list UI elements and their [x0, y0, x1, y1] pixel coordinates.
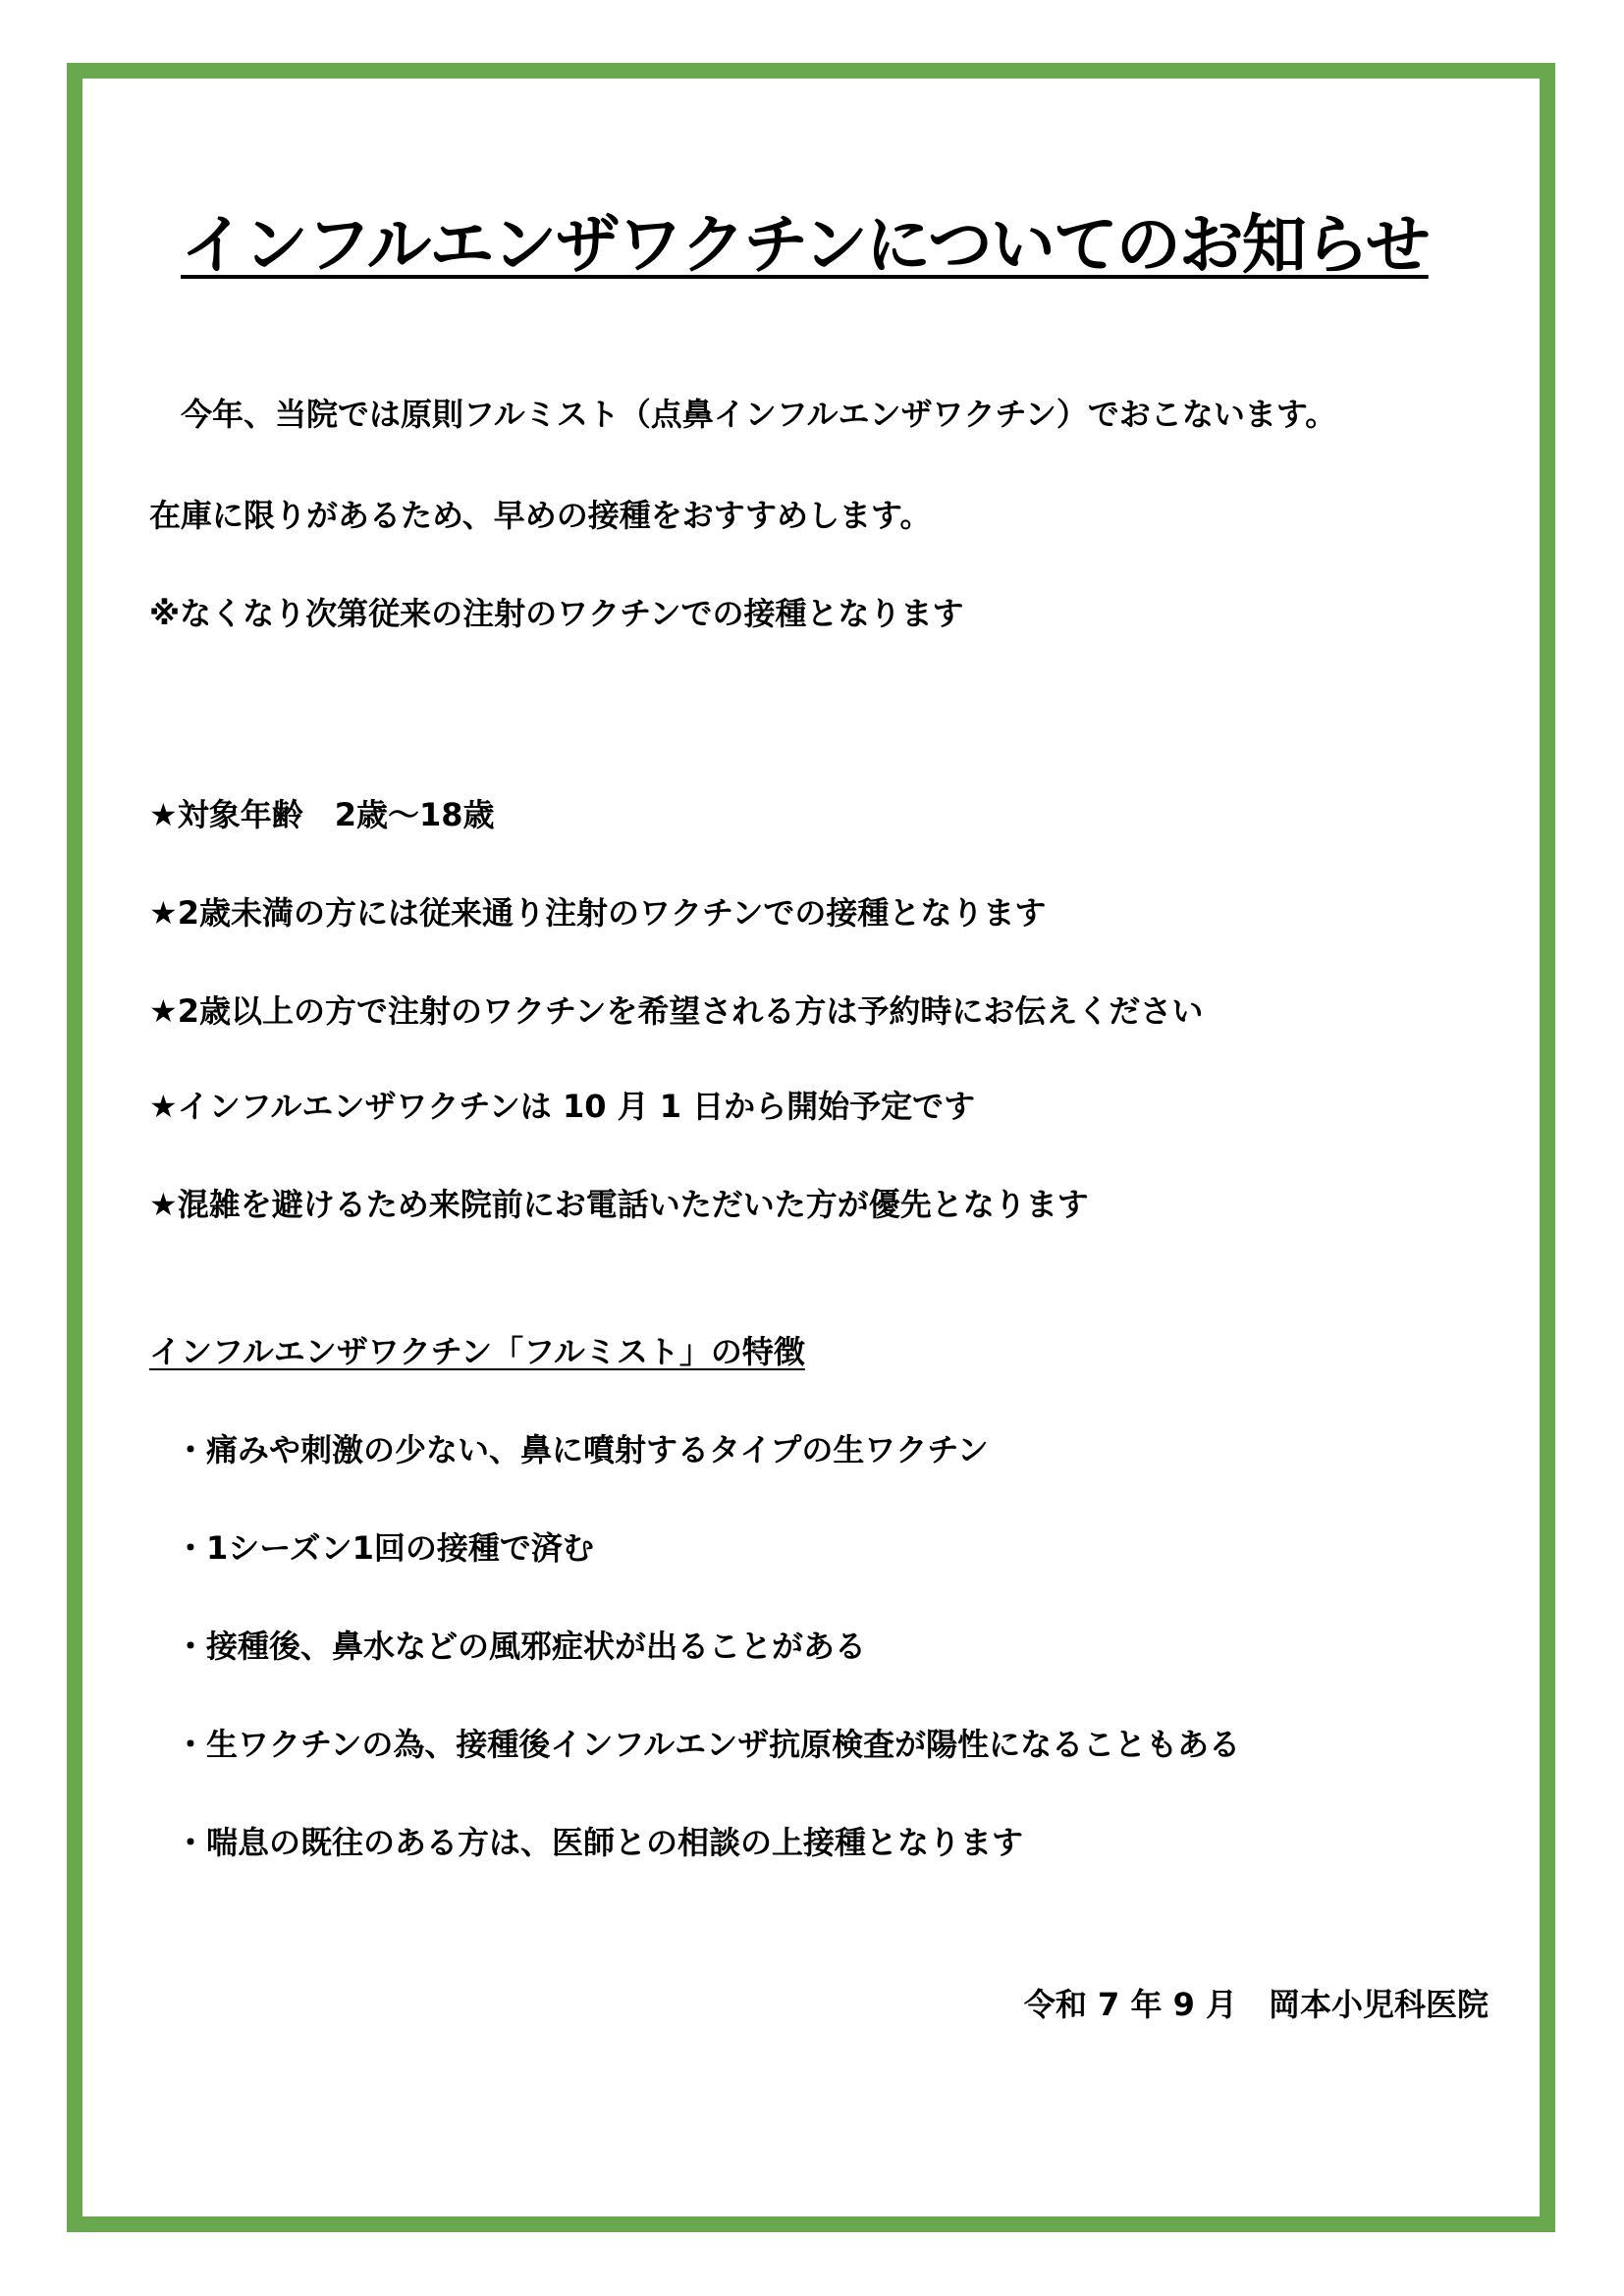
feature-item: ・生ワクチンの為、接種後インフルエンザ抗原検査が陽性になることもある — [175, 1726, 1241, 1763]
point-start-date: ★インフルエンザワクチンは 10 月 1 日から開始予定です — [149, 1088, 976, 1125]
feature-item: ・1シーズン1回の接種で済む — [175, 1529, 594, 1567]
features-heading: インフルエンザワクチン「フルミスト」の特徴 — [149, 1333, 805, 1370]
point-phone-priority: ★混雑を避けるため来院前にお電話いただいた方が優先となります — [149, 1186, 1089, 1223]
date-and-clinic-signature: 令和 7 年 9 月 岡本小児科医院 — [1023, 1986, 1489, 2023]
point-injection-request: ★2歳以上の方で注射のワクチンを希望される方は予約時にお伝えください — [149, 992, 1204, 1030]
intro-line-1: 今年、当院では原則フルミスト（点鼻インフルエンザワクチン）でおこないます。 — [149, 396, 1337, 433]
feature-item: ・痛みや刺激の少ない、鼻に噴射するタイプの生ワクチン — [175, 1431, 989, 1468]
point-under-two: ★2歳未満の方には従来通り注射のワクチンでの接種となります — [149, 894, 1047, 932]
point-target-age: ★対象年齢 2歳～18歳 — [149, 796, 495, 833]
feature-item: ・接種後、鼻水などの風邪症状が出ることがある — [175, 1628, 867, 1665]
intro-line-3: ※なくなり次第従来の注射のワクチンでの接種となります — [149, 595, 964, 632]
notice-title: インフルエンザワクチンについてのお知らせ — [181, 207, 1429, 283]
feature-item: ・喘息の既往のある方は、医師との相談の上接種となります — [175, 1824, 1024, 1861]
green-border-frame — [67, 63, 1555, 2232]
intro-line-2: 在庫に限りがあるため、早めの接種をおすすめします。 — [149, 497, 932, 534]
